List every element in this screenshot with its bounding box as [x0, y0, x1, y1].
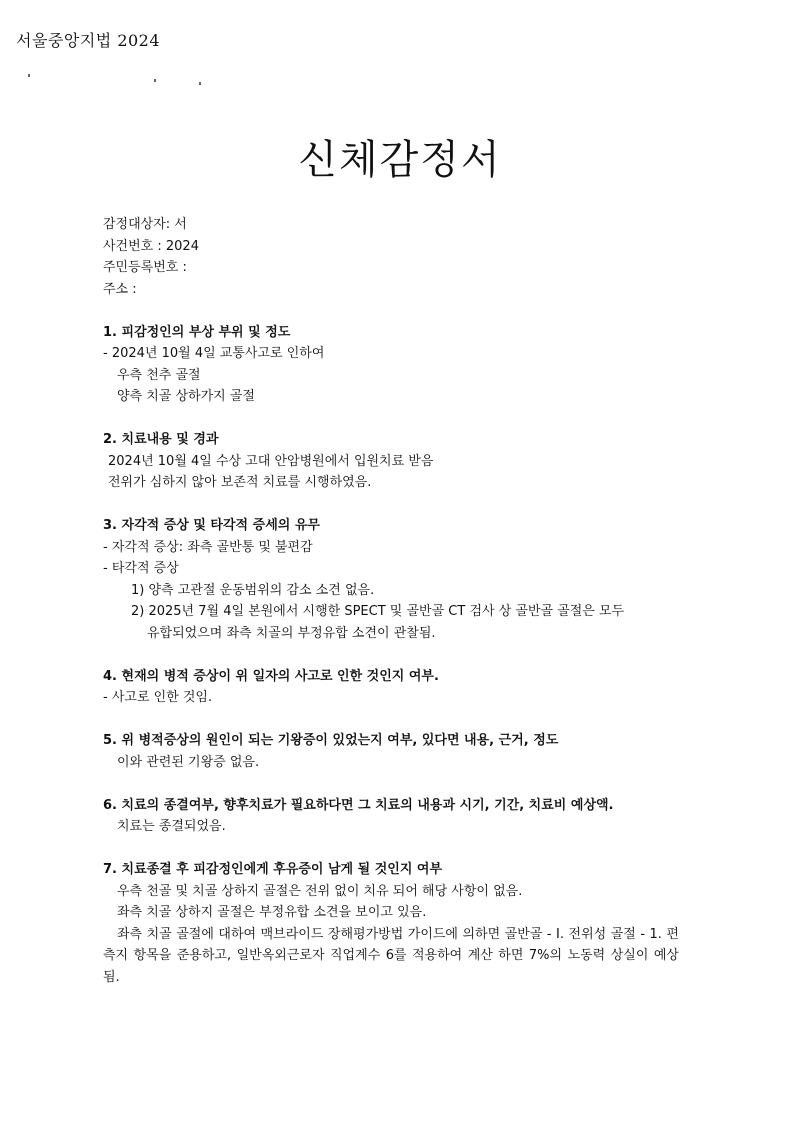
section-1-line: 양측 치골 상하가지 골절 — [117, 389, 255, 404]
section-3-line: - 타각적 증상 — [103, 561, 179, 576]
section-6-line: 치료는 종결되었음. — [117, 819, 226, 834]
section-7-heading: 7. 치료종결 후 피감정인에게 후유증이 남게 될 것인지 여부 — [103, 862, 443, 877]
section-2-heading: 2. 치료내용 및 경과 — [103, 432, 219, 447]
section-7-line: 우측 천골 및 치골 상하지 골절은 전위 없이 치유 되어 해당 사항이 없음. — [117, 883, 523, 899]
document-title: 신체감정서 — [298, 137, 502, 183]
section-4-heading: 4. 현재의 병적 증상이 위 일자의 사고로 인한 것인지 여부. — [103, 668, 439, 684]
section-5-line: 이와 관련된 기왕증 없음. — [117, 754, 260, 770]
section-2-line: 2024년 10월 4일 수상 고대 안암병원에서 입원치료 받음 — [108, 453, 434, 469]
section-7-paragraph: 좌측 치골 골절에 대하여 맥브라이드 장해평가방법 가이드에 의하면 골반골 - I. 전위성 골절 - 1. 편측지 항목을 준용하고, 일반옥외근로자 직업계수 6를 적용하여 계산 하면 7%의 노동력 상실이 예상됨. — [103, 926, 679, 985]
section-4-line: - 사고로 인한 것임. — [103, 690, 213, 705]
section-7-line: 좌측 치골 상하지 골절은 부정유합 소견을 보이고 있음. — [117, 905, 427, 920]
document-body — [103, 214, 679, 988]
section-3-line: 유합되었으며 좌측 치골의 부정유합 소견이 관찰됨. — [147, 625, 436, 641]
section-1-heading: 1. 피감정인의 부상 부위 및 정도 — [103, 324, 291, 340]
address-line: 주소 : — [103, 281, 137, 297]
section-3-line: 1) 양측 고관절 운동범위의 감소 소견 없음. — [131, 582, 375, 598]
section-3-line: 2) 2025년 7월 4일 본원에서 시행한 SPECT 및 골반골 CT 검사 상 골반골 골절은 모두 — [131, 604, 625, 619]
header-stamp: 서울중앙지법 2024 — [16, 31, 161, 50]
section-3-heading: 3. 자각적 증상 및 타각적 증세의 유무 — [103, 518, 320, 533]
subject-line: 감정대상자: 서 — [103, 217, 187, 232]
section-6-heading: 6. 치료의 종결여부, 향후치료가 필요하다면 그 치료의 내용과 시기, 기간, 치료비 예상액. — [103, 797, 614, 813]
section-3-line: - 자각적 증상: 좌측 골반통 및 불편감 — [103, 539, 313, 555]
section-1-line: 우측 천추 골절 — [117, 367, 201, 383]
section-5-heading: 5. 위 병적증상의 원인이 되는 기왕증이 있었는지 여부, 있다면 내용, 근거, 정도 — [103, 733, 559, 748]
resident-number-line: 주민등록번호 : — [103, 260, 187, 275]
case-number-line: 사건번호 : 2024 — [103, 238, 199, 254]
section-2-line: 전위가 심하지 않아 보존적 치료를 시행하였음. — [108, 475, 372, 490]
section-1-line: - 2024년 10월 4일 교통사고로 인하여 — [103, 346, 325, 361]
